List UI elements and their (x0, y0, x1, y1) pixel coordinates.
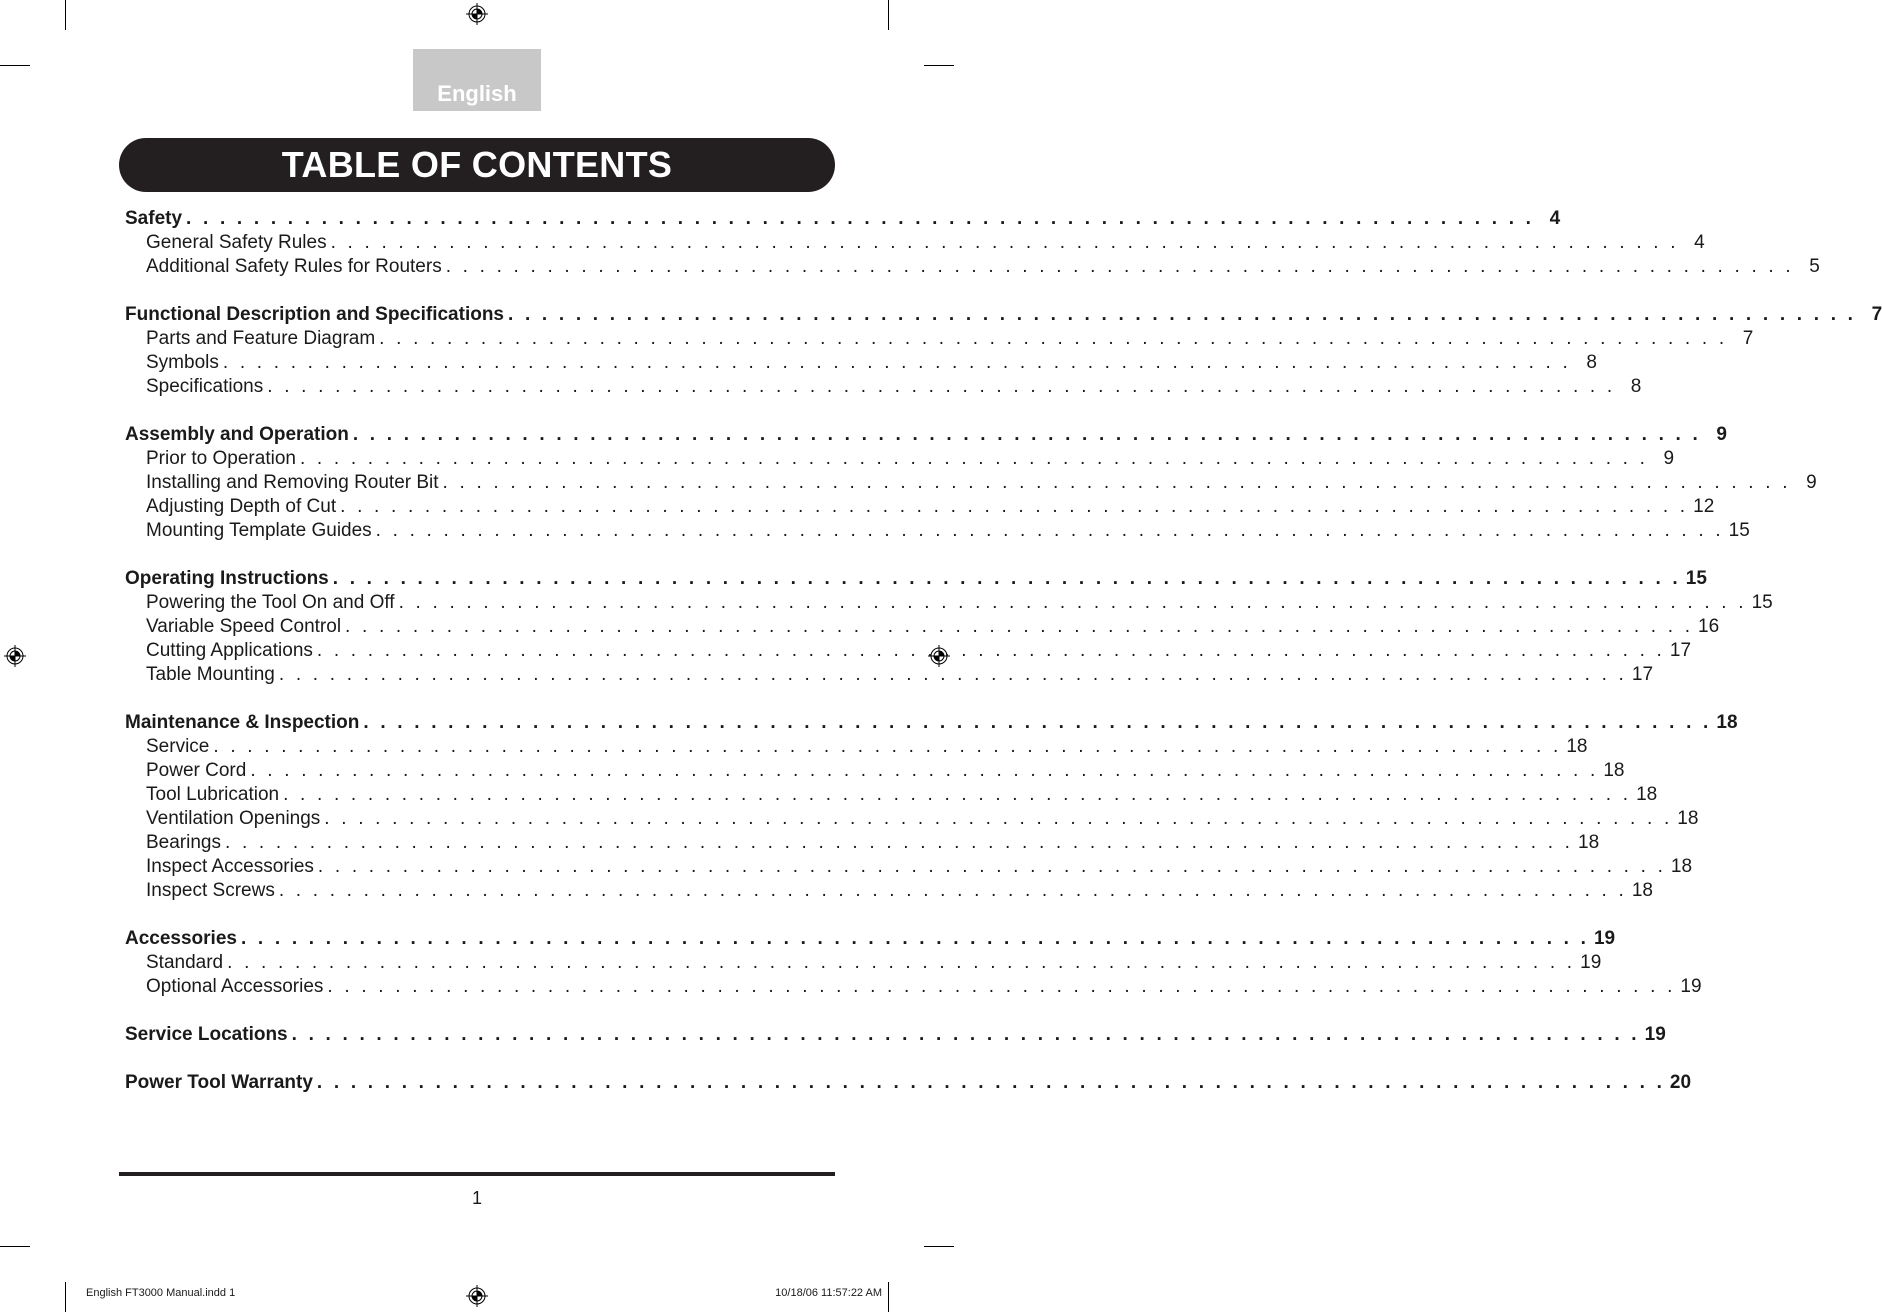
toc-subentry-title: Optional Accessories (146, 976, 324, 997)
toc-subentry-title: Bearings (146, 832, 221, 853)
dot-leader: . . . . . . . . . . . . . . . . . . . . . . . . . . . . . . . . . . . . . . . . . . . . . . . . . . . . . . . . . . . . . . . . . . . . . . . . . . . . . . . . (445, 256, 1794, 277)
title-banner (119, 138, 835, 192)
toc-section-entry-page: 7 (1871, 304, 1882, 325)
toc-section (125, 711, 1738, 903)
toc-subentry-title: Parts and Feature Diagram (146, 328, 376, 349)
toc-section-entry-title: Service Locations (125, 1024, 288, 1045)
toc-subentry-page: 4 (1694, 232, 1705, 253)
crop-mark (924, 65, 954, 66)
toc-section-entry[interactable] (125, 1071, 1692, 1095)
toc-subentry-page: 17 (1669, 640, 1692, 661)
toc-section (125, 1023, 1666, 1047)
dot-leader: . . . . . . . . . . . . . . . . . . . . . . . . . . . . . . . . . . . . . . . . . . . . . . . . . . . . . . . . . . . . . . . . . . . . . . . . . . . . . . . . (299, 448, 1649, 469)
toc-subentry-title: Inspect Screws (146, 880, 275, 901)
toc-subentry[interactable] (125, 783, 1658, 807)
dot-leader: . . . . . . . . . . . . . . . . . . . . . . . . . . . . . . . . . . . . . . . . . . . . . . . . . . . . . . . . . . . . . . . . . . . . . . . . . . . . . . . . (240, 928, 1590, 949)
toc-section (125, 303, 1882, 399)
toc-subentry[interactable] (125, 615, 1720, 639)
toc-subentry[interactable] (125, 951, 1602, 975)
toc-subentry-title: Standard (146, 952, 224, 973)
toc-subentry-title: Cutting Applications (146, 640, 313, 661)
toc-section-entry-page: 20 (1669, 1072, 1692, 1093)
toc-subentry-title: Prior to Operation (146, 448, 296, 469)
toc-subentry[interactable] (125, 519, 1750, 543)
toc-subentry-title: Inspect Accessories (146, 856, 314, 877)
toc-subentry-title: Variable Speed Control (146, 616, 342, 637)
dot-leader: . . . . . . . . . . . . . . . . . . . . . . . . . . . . . . . . . . . . . . . . . . . . . . . . . . . . . . . . . . . . . . . . . . . . . . . . . . . . . . . . (508, 304, 1857, 325)
toc-subentry-title: Additional Safety Rules for Routers (146, 256, 442, 277)
toc-section-entry[interactable] (125, 1023, 1666, 1047)
toc-subentry-page: 19 (1680, 976, 1702, 997)
crop-mark (0, 1246, 30, 1247)
toc-subentry-title: Specifications (146, 376, 264, 397)
toc-subentry-page: 9 (1663, 448, 1675, 469)
toc-subentry-page: 19 (1580, 952, 1602, 973)
toc-subentry[interactable] (125, 975, 1702, 999)
page-number: 1 (471, 1188, 482, 1208)
toc-subentry-page: 15 (1728, 520, 1750, 541)
toc-subentry-title: Installing and Removing Router Bit (146, 472, 439, 493)
dot-leader: . . . . . . . . . . . . . . . . . . . . . . . . . . . . . . . . . . . . . . . . . . . . . . . . . . . . . . . . . . . . . . . . . . . . . . . . . . . . . . . . (250, 760, 1599, 781)
toc-subentry-title: Adjusting Depth of Cut (146, 496, 337, 517)
dot-leader: . . . . . . . . . . . . . . . . . . . . . . . . . . . . . . . . . . . . . . . . . . . . . . . . . . . . . . . . . . . . . . . . . . . . . . . . . . . . . . . . (398, 592, 1747, 613)
toc-section (125, 567, 1773, 687)
toc-section-entry-page: 19 (1593, 928, 1616, 949)
registration-mark-icon (466, 3, 488, 25)
toc-section-entry-page: 15 (1685, 568, 1707, 589)
table-of-contents (125, 207, 1882, 1119)
toc-section-entry-title: Power Tool Warranty (125, 1072, 313, 1093)
toc-subentry-page: 18 (1636, 784, 1658, 805)
toc-section (125, 927, 1702, 999)
toc-subentry-page: 18 (1603, 760, 1625, 781)
toc-subentry[interactable] (125, 231, 1705, 255)
toc-subentry[interactable] (125, 663, 1654, 687)
toc-subentry-page: 18 (1578, 832, 1600, 853)
footer-rule (119, 1172, 835, 1176)
toc-subentry-page: 8 (1630, 376, 1642, 397)
toc-section-entry[interactable] (125, 303, 1882, 327)
dot-leader: . . . . . . . . . . . . . . . . . . . . . . . . . . . . . . . . . . . . . . . . . . . . . . . . . . . . . . . . . . . . . . . . . . . . . . . . . . . . . . . . (442, 472, 1791, 493)
toc-section-entry[interactable] (125, 711, 1738, 735)
dot-leader: . . . . . . . . . . . . . . . . . . . . . . . . . . . . . . . . . . . . . . . . . . . . . . . . . . . . . . . . . . . . . . . . . . . . . . . . . . . . . . . . (379, 328, 1728, 349)
dot-leader: . . . . . . . . . . . . . . . . . . . . . . . . . . . . . . . . . . . . . . . . . . . . . . . . . . . . . . . . . . . . . . . . . . . . . . . . . . . . . . . . (267, 376, 1616, 397)
crop-mark (924, 1246, 954, 1247)
dot-leader: . . . . . . . . . . . . . . . . . . . . . . . . . . . . . . . . . . . . . . . . . . . . . . . . . . . . . . . . . . . . . . . . . . . . . . . . . . . . . . . . (345, 616, 1694, 637)
dot-leader: . . . . . . . . . . . . . . . . . . . . . . . . . . . . . . . . . . . . . . . . . . . . . . . . . . . . . . . . . . . . . . . . . . . . . . . . . . . . . . . . (327, 976, 1676, 997)
toc-subentry[interactable] (125, 879, 1653, 903)
toc-subentry-page: 16 (1698, 616, 1720, 637)
toc-section-entry[interactable] (125, 423, 1727, 447)
dot-leader: . . . . . . . . . . . . . . . . . . . . . . . . . . . . . . . . . . . . . . . . . . . . . . . . . . . . . . . . . . . . . . . . . . . . . . . . . . . . . . . . (316, 1072, 1666, 1093)
dot-leader: . . . . . . . . . . . . . . . . . . . . . . . . . . . . . . . . . . . . . . . . . . . . . . . . . . . . . . . . . . . . . . . . . . . . . . . . . . . . . . . . (278, 880, 1627, 901)
toc-subentry-title: Mounting Template Guides (146, 520, 372, 541)
toc-subentry-page: 15 (1751, 592, 1773, 613)
toc-section-entry[interactable] (125, 927, 1616, 951)
toc-subentry-title: Service (146, 736, 210, 757)
crop-mark (65, 1282, 66, 1312)
crop-mark (0, 65, 30, 66)
toc-section-entry-title: Functional Description and Specifications (125, 304, 504, 325)
dot-leader: . . . . . . . . . . . . . . . . . . . . . . . . . . . . . . . . . . . . . . . . . . . . . . . . . . . . . . . . . . . . . . . . . . . . . . . . . . . . . . . . (375, 520, 1724, 541)
toc-section (125, 207, 1820, 279)
toc-subentry-page: 18 (1631, 880, 1653, 901)
toc-subentry-page: 9 (1806, 472, 1817, 493)
toc-subentry-title: Powering the Tool On and Off (146, 592, 395, 613)
dot-leader: . . . . . . . . . . . . . . . . . . . . . . . . . . . . . . . . . . . . . . . . . . . . . . . . . . . . . . . . . . . . . . . . . . . . . . . . . . . . . . . . (332, 568, 1681, 589)
dot-leader: . . . . . . . . . . . . . . . . . . . . . . . . . . . . . . . . . . . . . . . . . . . . . . . . . . . . . . . . . . . . . . . . . . . . . . . . . . . . . . . . (213, 736, 1562, 757)
page-title: TABLE OF CONTENTS (281, 144, 673, 185)
dot-leader: . . . . . . . . . . . . . . . . . . . . . . . . . . . . . . . . . . . . . . . . . . . . . . . . . . . . . . . . . . . . . . . . . . . . . . . . . . . . . . . . (227, 952, 1576, 973)
toc-subentry[interactable] (125, 351, 1597, 375)
dot-leader: . . . . . . . . . . . . . . . . . . . . . . . . . . . . . . . . . . . . . . . . . . . . . . . . . . . . . . . . . . . . . . . . . . . . . . . . . . . . . . . . (283, 784, 1632, 805)
toc-section-entry-title: Maintenance & Inspection (125, 712, 360, 733)
toc-subentry[interactable] (125, 807, 1699, 831)
toc-subentry-title: Tool Lubrication (146, 784, 280, 805)
toc-subentry-page: 18 (1677, 808, 1699, 829)
dot-leader: . . . . . . . . . . . . . . . . . . . . . . . . . . . . . . . . . . . . . . . . . . . . . . . . . . . . . . . . . . . . . . . . . . . . . . . . . . . . . . . . (225, 832, 1574, 853)
toc-subentry-page: 7 (1742, 328, 1754, 349)
toc-subentry-title: General Safety Rules (146, 232, 327, 253)
toc-section-entry-page: 9 (1716, 424, 1727, 445)
slug-datetime: 10/18/06 11:57:22 AM (775, 1287, 882, 1299)
toc-subentry-page: 8 (1586, 352, 1597, 373)
dot-leader: . . . . . . . . . . . . . . . . . . . . . . . . . . . . . . . . . . . . . . . . . . . . . . . . . . . . . . . . . . . . . . . . . . . . . . . . . . . . . . . . (363, 712, 1712, 733)
toc-subentry-page: 18 (1670, 856, 1693, 877)
slug-file: English FT3000 Manual.indd 1 (86, 1287, 236, 1299)
toc-subentry-page: 5 (1809, 256, 1820, 277)
toc-section-entry[interactable] (125, 207, 1561, 231)
dot-leader: . . . . . . . . . . . . . . . . . . . . . . . . . . . . . . . . . . . . . . . . . . . . . . . . . . . . . . . . . . . . . . . . . . . . . . . . . . . . . . . . (324, 808, 1673, 829)
toc-subentry-page: 18 (1566, 736, 1588, 757)
toc-subentry-title: Table Mounting (146, 664, 275, 685)
toc-subentry[interactable] (125, 639, 1692, 663)
dot-leader: . . . . . . . . . . . . . . . . . . . . . . . . . . . . . . . . . . . . . . . . . . . . . . . . . . . . . . . . . . . . . . . . . . . . . . . . . . . . . . . . (278, 664, 1628, 685)
dot-leader: . . . . . . . . . . . . . . . . . . . . . . . . . . . . . . . . . . . . . . . . . . . . . . . . . . . . . . . . . . . . . . . . . . . . . . . . . . . . . . . . (222, 352, 1571, 373)
toc-subentry[interactable] (125, 327, 1754, 351)
toc-subentry[interactable] (125, 759, 1625, 783)
dot-leader: . . . . . . . . . . . . . . . . . . . . . . . . . . . . . . . . . . . . . . . . . . . . . . . . . . . . . . . . . . . . . . . . . . . . . . . . . . . . . . . . (352, 424, 1701, 445)
dot-leader: . . . . . . . . . . . . . . . . . . . . . . . . . . . . . . . . . . . . . . . . . . . . . . . . . . . . . . . . . . . . . . . . . . . . . . . . . . . . . . . . (330, 232, 1679, 253)
toc-subentry[interactable] (125, 255, 1820, 279)
toc-subentry[interactable] (125, 471, 1817, 495)
crop-mark (65, 0, 66, 30)
toc-subentry[interactable] (125, 855, 1693, 879)
toc-subentry[interactable] (125, 375, 1642, 399)
dot-leader: . . . . . . . . . . . . . . . . . . . . . . . . . . . . . . . . . . . . . . . . . . . . . . . . . . . . . . . . . . . . . . . . . . . . . . . . . . . . . . . . (316, 640, 1666, 661)
dot-leader: . . . . . . . . . . . . . . . . . . . . . . . . . . . . . . . . . . . . . . . . . . . . . . . . . . . . . . . . . . . . . . . . . . . . . . . . . . . . . . . . (340, 496, 1689, 517)
toc-subentry[interactable] (125, 735, 1588, 759)
toc-section-entry-page: 19 (1644, 1024, 1666, 1045)
language-tab (413, 49, 541, 111)
toc-section-entry-page: 4 (1549, 208, 1561, 229)
toc-section-entry-title: Safety (125, 208, 183, 229)
language-tab-label: English (437, 81, 517, 106)
toc-subentry-title: Symbols (146, 352, 219, 373)
toc-section (125, 1071, 1692, 1095)
crop-mark (888, 1282, 889, 1312)
toc-subentry[interactable] (125, 447, 1675, 471)
toc-subentry-page: 12 (1693, 496, 1715, 517)
dot-leader: . . . . . . . . . . . . . . . . . . . . . . . . . . . . . . . . . . . . . . . . . . . . . . . . . . . . . . . . . . . . . . . . . . . . . . . . . . . . . . . . (317, 856, 1667, 877)
toc-subentry-page: 17 (1631, 664, 1654, 685)
toc-subentry[interactable] (125, 591, 1773, 615)
toc-section-entry[interactable] (125, 567, 1707, 591)
toc-section-entry-title: Operating Instructions (125, 568, 329, 589)
registration-mark-icon (466, 1285, 488, 1307)
dot-leader: . . . . . . . . . . . . . . . . . . . . . . . . . . . . . . . . . . . . . . . . . . . . . . . . . . . . . . . . . . . . . . . . . . . . . . . . . . . . . . . . (291, 1024, 1640, 1045)
toc-section-entry-title: Assembly and Operation (125, 424, 349, 445)
toc-subentry-title: Power Cord (146, 760, 247, 781)
toc-subentry[interactable] (125, 831, 1600, 855)
toc-subentry-title: Ventilation Openings (146, 808, 321, 829)
toc-subentry[interactable] (125, 495, 1715, 519)
registration-mark-icon (4, 645, 26, 667)
crop-mark (888, 0, 889, 30)
dot-leader: . . . . . . . . . . . . . . . . . . . . . . . . . . . . . . . . . . . . . . . . . . . . . . . . . . . . . . . . . . . . . . . . . . . . . . . . . . . . . . . . (186, 208, 1535, 229)
toc-section-entry-title: Accessories (125, 928, 237, 949)
toc-section (125, 423, 1817, 543)
toc-section-entry-page: 18 (1716, 712, 1738, 733)
